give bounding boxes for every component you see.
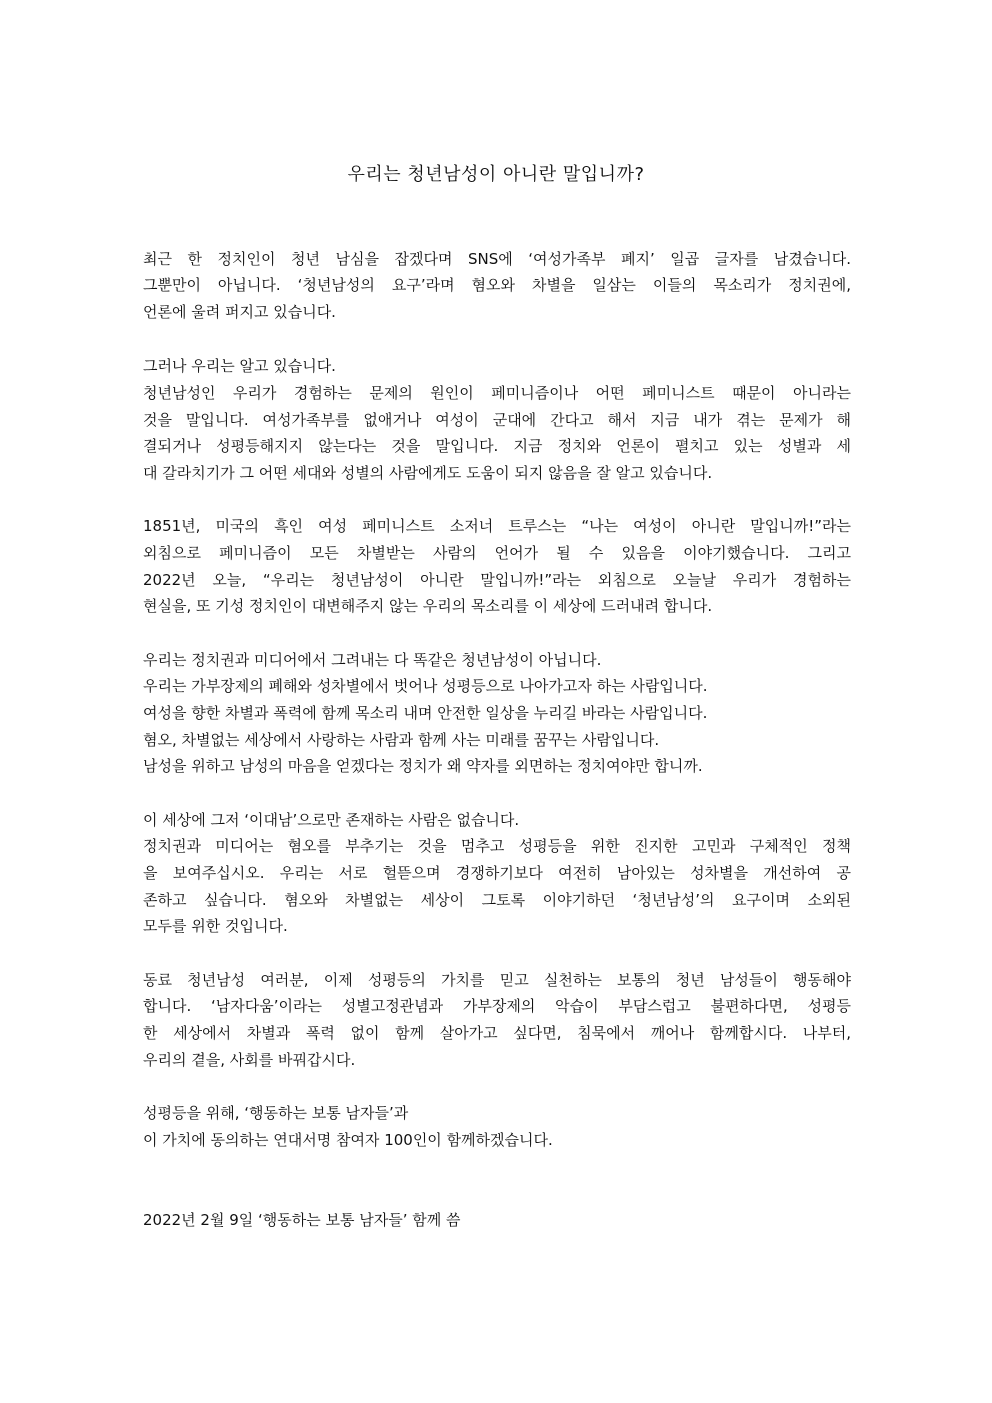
text-line: 여성을 향한 차별과 폭력에 함께 목소리 내며 안전한 일상을 누리길 바라는 사람입니다. xyxy=(143,704,708,722)
text-line: 성평등을 위해, ‘행동하는 보통 남자들’과 xyxy=(143,1104,409,1122)
text-line: 우리는 가부장제의 폐해와 성차별에서 벗어나 성평등으로 나아가고자 하는 사람입니다. xyxy=(143,677,708,695)
text-line: 이 세상에 그저 ‘이대남’으로만 존재하는 사람은 없습니다. xyxy=(143,811,520,829)
text-line: 2022년 오늘, “우리는 청년남성이 아니란 말입니까!”라는 외침으로 오늘날 우리가 경험하는 xyxy=(143,571,851,589)
text-line: 그러나 우리는 알고 있습니다. xyxy=(143,357,336,375)
text-line: 최근 한 정치인이 청년 남심을 잡겠다며 SNS에 ‘여성가족부 폐지’ 일곱 글자를 남겼습니다. xyxy=(143,250,851,268)
text-line: 남성을 위하고 남성의 마음을 얻겠다는 정치가 왜 약자를 외면하는 정치여야만 합니까. xyxy=(143,757,703,775)
text-line: 우리의 곁을, 사회를 바꿔갑시다. xyxy=(143,1051,356,1069)
text-line: 존하고 싶습니다. 혐오와 차별없는 세상이 그토록 이야기하던 ‘청년남성’의 요구이며 소외된 xyxy=(143,891,851,909)
text-line: 결되거나 성평등해지지 않는다는 것을 말입니다. 지금 정치와 언론이 펼치고 있는 성별과 세 xyxy=(143,437,851,455)
text-line: 을 보여주십시오. 우리는 서로 헐뜯으며 경쟁하기보다 여전히 남아있는 성차별을 개선하여 공 xyxy=(143,864,851,882)
text-line: 우리는 정치권과 미디어에서 그려내는 다 똑같은 청년남성이 아닙니다. xyxy=(143,651,602,669)
text-line: 현실을, 또 기성 정치인이 대변해주지 않는 우리의 목소리를 이 세상에 드러내려 합니다. xyxy=(143,597,713,615)
text-line: 합니다. ‘남자다움’이라는 성별고정관념과 가부장제의 악습이 부담스럽고 불편하다면, 성평등 xyxy=(143,997,851,1015)
text-line: 청년남성인 우리가 경험하는 문제의 원인이 페미니즘이나 어떤 페미니스트 때문이 아니라는 xyxy=(143,384,851,402)
text-line: 그뿐만이 아닙니다. ‘청년남성의 요구’라며 혐오와 차별을 일삼는 이들의 목소리가 정치권에, xyxy=(143,276,851,294)
document-title: 우리는 청년남성이 아니란 말입니까? xyxy=(347,164,645,185)
text-line: 외침으로 페미니즘이 모든 차별받는 사람의 언어가 될 수 있음을 이야기했습니다. 그리고 xyxy=(143,544,851,562)
text-line: 대 갈라치기가 그 어떤 세대와 성별의 사람에게도 도움이 되지 않음을 잘 알고 있습니다. xyxy=(143,464,713,482)
text-line: 동료 청년남성 여러분, 이제 성평등의 가치를 믿고 실천하는 보통의 청년 남성들이 행동해야 xyxy=(143,971,851,989)
text-line: 이 가치에 동의하는 연대서명 참여자 100인이 함께하겠습니다. xyxy=(143,1131,553,1149)
text-line: 것을 말입니다. 여성가족부를 없애거나 여성이 군대에 간다고 해서 지금 내가 겪는 문제가 해 xyxy=(143,411,851,429)
text-line: 혐오, 차별없는 세상에서 사랑하는 사람과 함께 사는 미래를 꿈꾸는 사람입니다. xyxy=(143,731,660,749)
text-line: 정치권과 미디어는 혐오를 부추기는 것을 멈추고 성평등을 위한 진지한 고민과 구체적인 정책 xyxy=(143,837,851,855)
text-line: 모두를 위한 것입니다. xyxy=(143,917,288,935)
text-line: 1851년, 미국의 흑인 여성 페미니스트 소저너 트루스는 “나는 여성이 아니란 말입니까!”라는 xyxy=(143,517,851,535)
text-line: 언론에 울려 퍼지고 있습니다. xyxy=(143,303,336,321)
text-line: 한 세상에서 차별과 폭력 없이 함께 살아가고 싶다면, 침묵에서 깨어나 함께합시다. 나부터, xyxy=(143,1024,851,1042)
text-line: 2022년 2월 9일 ‘행동하는 보통 남자들’ 함께 씀 xyxy=(143,1211,461,1229)
